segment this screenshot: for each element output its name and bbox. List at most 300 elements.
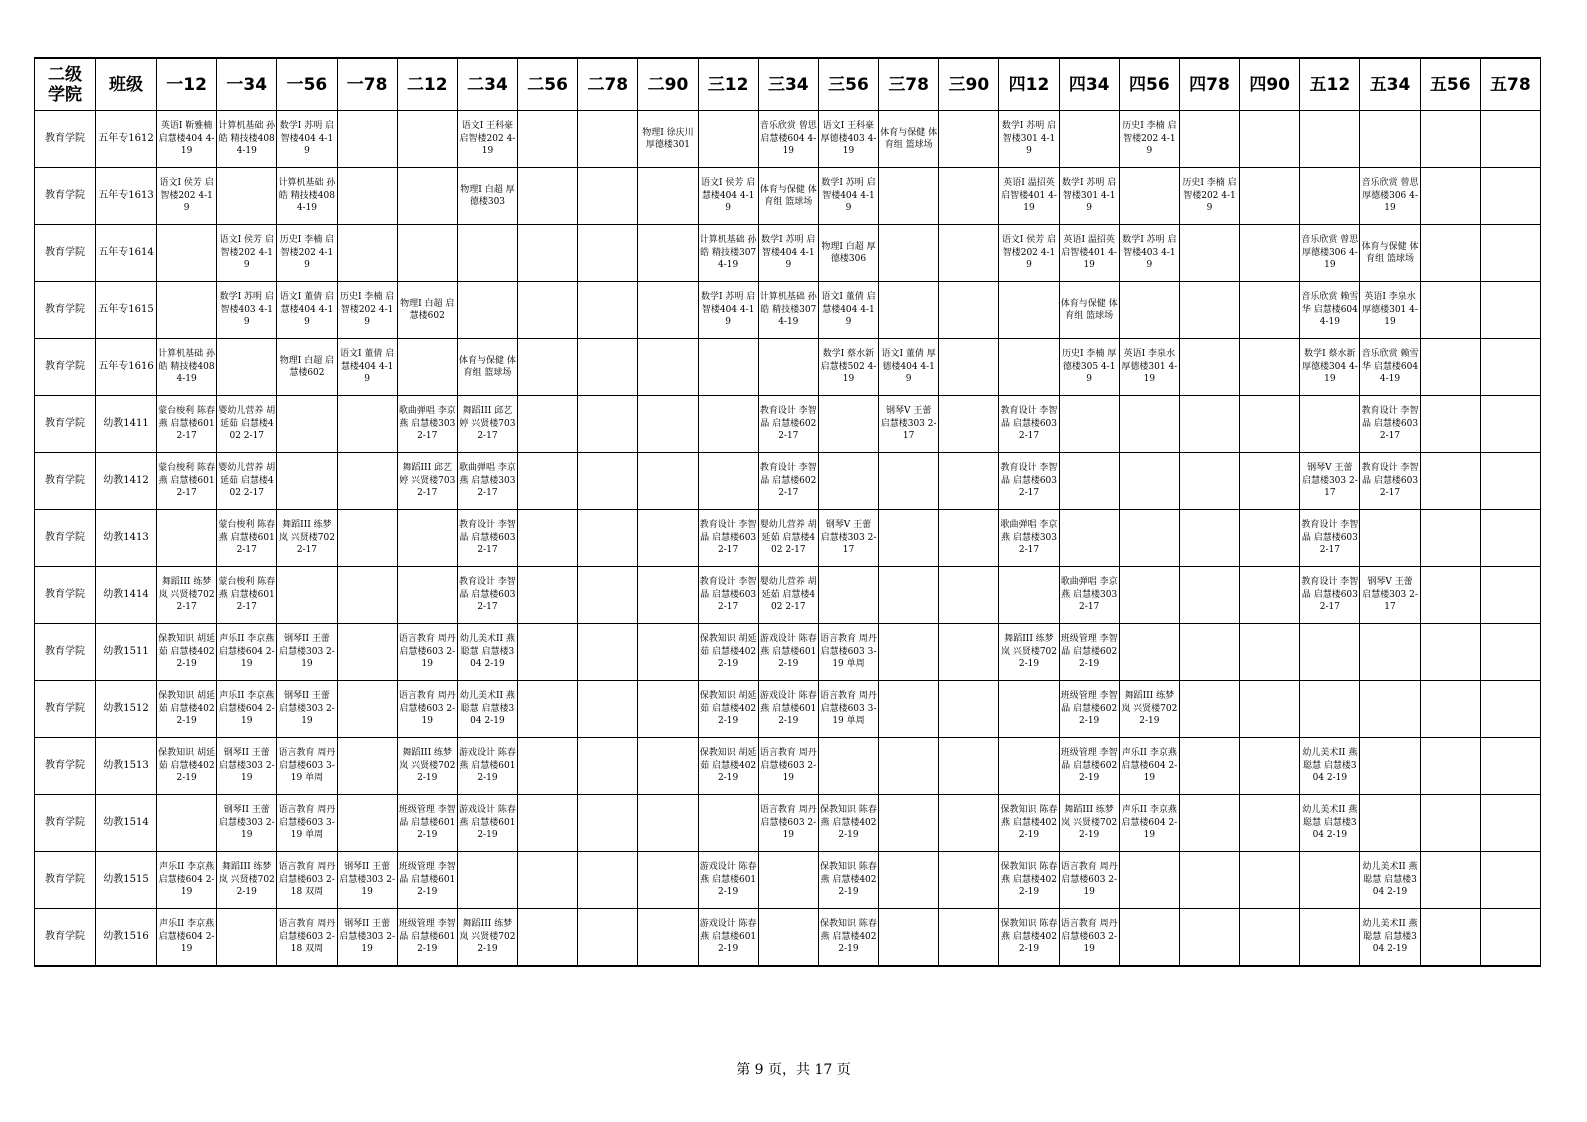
course-cell — [1300, 225, 1360, 282]
empty-cell — [337, 168, 397, 225]
empty-cell — [1119, 567, 1179, 624]
empty-cell — [818, 396, 878, 453]
course-cell — [1360, 168, 1420, 225]
course-cell — [758, 168, 818, 225]
empty-cell — [457, 225, 517, 282]
empty-cell — [1059, 510, 1119, 567]
cell-text: 语文Ⅰ 侯芳 启智楼202 4-19 — [1001, 235, 1057, 271]
empty-cell — [638, 852, 698, 909]
empty-cell — [638, 339, 698, 396]
course-cell — [457, 681, 517, 738]
cell-text: 声乐II 李京燕 启慧楼604 2-19 — [1121, 805, 1178, 841]
course-cell — [1119, 225, 1179, 282]
cell-text: 语言教育 周丹 启慧楼603 3-19 单周 — [278, 805, 336, 841]
empty-cell — [578, 852, 638, 909]
cell-text: 语言教育 周丹 启慧楼603 2-19 — [1060, 862, 1118, 898]
course-cell — [157, 339, 217, 396]
course-cell — [698, 624, 758, 681]
cell-text: 语言教育 周丹 启慧楼603 2-19 — [759, 748, 817, 784]
cell-text: 钢琴II 王蕾 启慧楼303 2-19 — [218, 748, 275, 784]
cell-text: 英语Ⅰ 温招英 启智楼401 4-19 — [1001, 178, 1057, 214]
cell-text: 五年专1612 — [98, 132, 154, 144]
cell-text: 钢琴II 王蕾 启慧楼303 2-19 — [339, 919, 395, 955]
course-cell — [818, 111, 878, 168]
course-cell — [1300, 795, 1360, 852]
empty-cell — [939, 738, 999, 795]
course-cell — [1360, 339, 1420, 396]
cell-text: 班级管理 李智晶 启慧楼601 2-19 — [398, 805, 456, 841]
column-header-period: 四12 — [999, 58, 1059, 111]
cell-text: 保教知识 陈春燕 启慧楼402 2-19 — [1000, 919, 1058, 955]
course-cell — [337, 909, 397, 967]
course-cell — [1059, 168, 1119, 225]
course-cell — [758, 282, 818, 339]
cell-text: 幼儿美术II 燕聪慧 启慧楼304 2-19 — [1302, 805, 1358, 841]
cell-text: 教育设计 李智晶 启慧楼603 2-17 — [459, 577, 516, 613]
cell-text: 舞蹈III 练梦岚 兴贤楼702 2-19 — [1061, 805, 1118, 841]
cell-text: 幼儿美术II 燕聪慧 启慧楼304 2-19 — [459, 634, 515, 670]
empty-cell — [1360, 111, 1420, 168]
cell-text: 班级管理 李智晶 启慧楼601 2-19 — [398, 919, 456, 955]
course-cell — [758, 453, 818, 510]
cell-text: 英语Ⅰ 李泉水 厚德楼301 4-19 — [1362, 292, 1418, 328]
course-cell — [758, 510, 818, 567]
cell-text: 计算机基础 孙皓 精技楼307 4-19 — [699, 235, 757, 271]
course-cell — [217, 681, 277, 738]
empty-cell — [999, 567, 1059, 624]
empty-cell — [518, 168, 578, 225]
table-row — [35, 624, 1541, 681]
cell-text: 保教知识 陈春燕 启慧楼402 2-19 — [1000, 862, 1058, 898]
course-cell — [758, 111, 818, 168]
empty-cell — [698, 795, 758, 852]
table-row — [35, 168, 1541, 225]
column-header-period: 三12 — [698, 58, 758, 111]
cell-text: 婴幼儿营养 胡延茹 启慧楼402 2-17 — [218, 463, 276, 499]
empty-cell — [758, 852, 818, 909]
cell-text: 歌曲弹唱 李京燕 启慧楼303 2-17 — [459, 463, 516, 499]
empty-cell — [337, 225, 397, 282]
column-header-period: 五34 — [1360, 58, 1420, 111]
empty-cell — [1240, 168, 1300, 225]
header-row — [35, 58, 1541, 111]
course-cell — [999, 453, 1059, 510]
empty-cell — [277, 567, 337, 624]
course-cell — [1059, 738, 1119, 795]
empty-cell — [1119, 852, 1179, 909]
table-row — [35, 510, 1541, 567]
course-cell — [277, 852, 337, 909]
table-row — [35, 681, 1541, 738]
empty-cell — [1119, 909, 1179, 967]
cell-text: 语言教育 周丹 启慧楼603 2-19 — [759, 805, 817, 841]
class-cell — [96, 852, 157, 909]
course-cell — [698, 681, 758, 738]
course-cell — [397, 852, 457, 909]
table-row — [35, 453, 1541, 510]
course-cell — [217, 795, 277, 852]
empty-cell — [518, 282, 578, 339]
course-cell — [397, 795, 457, 852]
empty-cell — [1059, 396, 1119, 453]
empty-cell — [1240, 852, 1300, 909]
column-header-period: 一78 — [337, 58, 397, 111]
cell-text: 歌曲弹唱 李京燕 启慧楼303 2-17 — [1060, 577, 1118, 613]
course-cell — [217, 738, 277, 795]
empty-cell — [1240, 225, 1300, 282]
course-cell — [457, 795, 517, 852]
class-cell — [96, 396, 157, 453]
empty-cell — [1240, 681, 1300, 738]
empty-cell — [397, 567, 457, 624]
cell-text: 计算机基础 孙皓 精技楼408 4-19 — [218, 121, 276, 157]
course-cell — [397, 396, 457, 453]
course-cell — [457, 567, 517, 624]
cell-text: 钢琴II 王蕾 启慧楼303 2-19 — [279, 691, 335, 727]
course-cell — [999, 225, 1059, 282]
empty-cell — [939, 795, 999, 852]
cell-text: 钢琴V 王蕾 启慧楼303 2-17 — [820, 520, 877, 556]
table-row — [35, 339, 1541, 396]
cell-text: 语言教育 周丹 启慧楼603 2-19 — [398, 691, 456, 727]
empty-cell — [518, 624, 578, 681]
empty-cell — [879, 624, 939, 681]
cell-text: 体育与保健 体育组 篮球场 — [459, 355, 516, 378]
cell-text: 体育与保健 体育组 篮球场 — [880, 127, 938, 150]
cell-text: 音乐欣赏 曾思 启慧楼604 4-19 — [759, 121, 817, 157]
cell-text: 物理Ⅰ 白超 启慧楼602 — [400, 298, 455, 321]
cell-text: 蒙台梭利 陈春燕 启慧楼601 2-17 — [158, 463, 216, 499]
course-cell — [157, 396, 217, 453]
course-cell — [217, 852, 277, 909]
empty-cell — [1240, 453, 1300, 510]
empty-cell — [939, 624, 999, 681]
cell-text: 教育设计 李智晶 启慧楼603 2-17 — [1361, 406, 1419, 442]
course-cell — [818, 681, 878, 738]
cell-text: 语言教育 周丹 启慧楼603 2-18 双周 — [278, 862, 336, 898]
cell-text: 语文Ⅰ 董倩 启慧楼404 4-19 — [279, 292, 335, 328]
empty-cell — [397, 510, 457, 567]
empty-cell — [157, 225, 217, 282]
course-cell — [1119, 111, 1179, 168]
cell-text: 教育学院 — [45, 873, 85, 885]
cell-text: 舞蹈III 练梦岚 兴贤楼702 2-19 — [218, 862, 275, 898]
cell-text: 游戏设计 陈春燕 启慧楼601 2-19 — [699, 862, 757, 898]
cell-text: 班级管理 李智晶 启慧楼602 2-19 — [1060, 691, 1118, 727]
empty-cell — [1240, 282, 1300, 339]
column-header-period: 三34 — [758, 58, 818, 111]
course-cell — [818, 795, 878, 852]
empty-cell — [518, 396, 578, 453]
cell-text: 五年专1613 — [98, 189, 154, 201]
cell-text: 钢琴V 王蕾 启慧楼303 2-17 — [880, 406, 937, 442]
course-cell — [397, 282, 457, 339]
empty-cell — [1420, 738, 1480, 795]
cell-text: 历史Ⅰ 李楠 启智楼202 4-19 — [279, 235, 335, 271]
cell-text: 舞蹈III 邱艺婷 兴贤楼703 2-17 — [459, 406, 516, 442]
college-cell — [35, 225, 96, 282]
cell-text: 保教知识 陈春燕 启慧楼402 2-19 — [820, 862, 877, 898]
course-cell — [397, 453, 457, 510]
course-cell — [999, 624, 1059, 681]
empty-cell — [939, 909, 999, 967]
empty-cell — [1059, 111, 1119, 168]
empty-cell — [1300, 852, 1360, 909]
course-cell — [1059, 852, 1119, 909]
cell-text: 幼儿美术II 燕聪慧 启慧楼304 2-19 — [1302, 748, 1358, 784]
course-cell — [698, 168, 758, 225]
cell-text: 物理Ⅰ 白超 厚德楼306 — [821, 241, 876, 264]
empty-cell — [1179, 738, 1239, 795]
empty-cell — [1300, 168, 1360, 225]
cell-text: 声乐II 李京燕 启慧楼604 2-19 — [1121, 748, 1178, 784]
empty-cell — [578, 624, 638, 681]
course-cell — [277, 624, 337, 681]
empty-cell — [939, 282, 999, 339]
course-cell — [999, 396, 1059, 453]
empty-cell — [1480, 510, 1540, 567]
empty-cell — [1179, 453, 1239, 510]
empty-cell — [1240, 510, 1300, 567]
empty-cell — [879, 510, 939, 567]
course-cell — [698, 510, 758, 567]
empty-cell — [1360, 795, 1420, 852]
empty-cell — [638, 168, 698, 225]
cell-text: 语文Ⅰ 侯芳 启智楼202 4-19 — [159, 178, 214, 214]
empty-cell — [337, 795, 397, 852]
empty-cell — [1119, 624, 1179, 681]
empty-cell — [277, 453, 337, 510]
empty-cell — [518, 567, 578, 624]
empty-cell — [457, 282, 517, 339]
cell-text: 教育设计 李智晶 启慧楼603 2-17 — [1301, 577, 1359, 613]
empty-cell — [578, 168, 638, 225]
empty-cell — [1360, 738, 1420, 795]
table-row — [35, 738, 1541, 795]
table-row — [35, 111, 1541, 168]
table-row — [35, 282, 1541, 339]
course-cell — [1179, 168, 1239, 225]
cell-text: 语文Ⅰ 董倩 启慧楼404 4-19 — [339, 349, 395, 385]
course-cell — [157, 681, 217, 738]
course-cell — [217, 510, 277, 567]
course-cell — [457, 339, 517, 396]
empty-cell — [1480, 852, 1540, 909]
class-cell — [96, 339, 157, 396]
cell-text: 五年专1614 — [98, 246, 154, 258]
empty-cell — [1420, 339, 1480, 396]
table-row — [35, 909, 1541, 967]
empty-cell — [1360, 624, 1420, 681]
course-cell — [999, 510, 1059, 567]
empty-cell — [518, 795, 578, 852]
column-header-period: 五12 — [1300, 58, 1360, 111]
empty-cell — [1179, 624, 1239, 681]
empty-cell — [638, 396, 698, 453]
cell-text: 语文Ⅰ 王科豪 启智楼202 4-19 — [459, 121, 516, 157]
college-cell — [35, 111, 96, 168]
column-header-class: 班级 — [96, 58, 157, 111]
cell-text: 教育学院 — [45, 930, 85, 942]
cell-text: 幼儿美术II 燕聪慧 启慧楼304 2-19 — [459, 691, 515, 727]
course-cell — [1059, 681, 1119, 738]
cell-text: 幼教1514 — [103, 816, 149, 828]
empty-cell — [1119, 396, 1179, 453]
empty-cell — [1179, 225, 1239, 282]
course-cell — [457, 738, 517, 795]
cell-text: 英语Ⅰ 靳雅楠 启慧楼404 4-19 — [158, 121, 215, 157]
column-header-period: 四34 — [1059, 58, 1119, 111]
cell-text: 保教知识 胡延茹 启慧楼402 2-19 — [699, 691, 757, 727]
cell-text: 教育设计 李智晶 启慧楼603 2-17 — [459, 520, 516, 556]
empty-cell — [939, 453, 999, 510]
empty-cell — [217, 909, 277, 967]
empty-cell — [879, 909, 939, 967]
course-cell — [1059, 225, 1119, 282]
course-cell — [1360, 567, 1420, 624]
course-cell — [1059, 282, 1119, 339]
course-cell — [157, 624, 217, 681]
cell-text: 英语Ⅰ 李泉水 厚德楼301 4-19 — [1121, 349, 1178, 385]
empty-cell — [1420, 624, 1480, 681]
cell-text: 教育学院 — [45, 132, 85, 144]
empty-cell — [578, 738, 638, 795]
cell-text: 舞蹈III 练梦岚 兴贤楼702 2-17 — [278, 520, 335, 556]
college-cell — [35, 852, 96, 909]
empty-cell — [939, 225, 999, 282]
empty-cell — [1480, 111, 1540, 168]
course-cell — [157, 567, 217, 624]
empty-cell — [1179, 510, 1239, 567]
course-cell — [217, 282, 277, 339]
empty-cell — [1300, 624, 1360, 681]
course-cell — [1059, 909, 1119, 967]
empty-cell — [1420, 396, 1480, 453]
course-cell — [217, 396, 277, 453]
course-cell — [1119, 339, 1179, 396]
empty-cell — [638, 681, 698, 738]
cell-text: 蒙台梭利 陈春燕 启慧楼601 2-17 — [218, 520, 276, 556]
empty-cell — [698, 453, 758, 510]
empty-cell — [1360, 681, 1420, 738]
empty-cell — [698, 339, 758, 396]
empty-cell — [518, 852, 578, 909]
course-cell — [157, 852, 217, 909]
table-row — [35, 396, 1541, 453]
column-header-period: 四90 — [1240, 58, 1300, 111]
course-cell — [157, 168, 217, 225]
empty-cell — [1420, 510, 1480, 567]
course-cell — [698, 909, 758, 967]
cell-text: 幼教1413 — [103, 531, 149, 543]
cell-text: 数学Ⅰ 蔡水新 厚德楼304 4-19 — [1301, 349, 1358, 385]
course-cell — [1059, 624, 1119, 681]
empty-cell — [1240, 111, 1300, 168]
course-cell — [397, 738, 457, 795]
course-cell — [1059, 795, 1119, 852]
empty-cell — [1179, 396, 1239, 453]
cell-text: 班级管理 李智晶 启慧楼602 2-19 — [1060, 634, 1118, 670]
course-cell — [1360, 909, 1420, 967]
empty-cell — [818, 453, 878, 510]
empty-cell — [1179, 282, 1239, 339]
course-cell — [999, 168, 1059, 225]
course-cell — [1300, 510, 1360, 567]
empty-cell — [1360, 510, 1420, 567]
empty-cell — [1240, 339, 1300, 396]
cell-text: 声乐II 李京燕 启慧楼604 2-19 — [218, 634, 275, 670]
empty-cell — [1300, 681, 1360, 738]
empty-cell — [518, 111, 578, 168]
empty-cell — [337, 111, 397, 168]
empty-cell — [818, 567, 878, 624]
cell-text: 数学Ⅰ 苏明 启智楼301 4-19 — [1062, 178, 1117, 214]
empty-cell — [397, 339, 457, 396]
course-cell — [818, 510, 878, 567]
cell-text: 教育学院 — [45, 588, 85, 600]
column-header-college: 二级 学院 — [35, 58, 96, 111]
cell-text: 教育设计 李智晶 启慧楼603 2-17 — [1000, 463, 1058, 499]
empty-cell — [1420, 282, 1480, 339]
empty-cell — [1480, 795, 1540, 852]
cell-text: 保教知识 胡延茹 启慧楼402 2-19 — [158, 748, 216, 784]
course-cell — [1119, 681, 1179, 738]
cell-text: 舞蹈III 邱艺婷 兴贤楼703 2-17 — [399, 463, 456, 499]
empty-cell — [1480, 396, 1540, 453]
empty-cell — [1420, 795, 1480, 852]
cell-text: 历史Ⅰ 李楠 启智楼202 4-19 — [1182, 178, 1237, 214]
cell-text: 计算机基础 孙皓 精技楼408 4-19 — [278, 178, 336, 214]
course-cell — [758, 396, 818, 453]
cell-text: 声乐II 李京燕 启慧楼604 2-19 — [158, 862, 215, 898]
empty-cell — [879, 795, 939, 852]
cell-text: 教育学院 — [45, 531, 85, 543]
column-header-period: 四56 — [1119, 58, 1179, 111]
empty-cell — [277, 396, 337, 453]
cell-text: 语文Ⅰ 侯芳 启慧楼404 4-19 — [700, 178, 756, 214]
course-cell — [157, 909, 217, 967]
course-cell — [999, 795, 1059, 852]
column-header-period: 一12 — [157, 58, 217, 111]
column-header-period: 三90 — [939, 58, 999, 111]
class-cell — [96, 111, 157, 168]
cell-text: 钢琴II 王蕾 启慧楼303 2-19 — [339, 862, 395, 898]
cell-text: 歌曲弹唱 李京燕 启慧楼303 2-17 — [1000, 520, 1058, 556]
cell-text: 语文Ⅰ 王科豪 厚德楼403 4-19 — [820, 121, 877, 157]
empty-cell — [337, 396, 397, 453]
cell-text: 声乐II 李京燕 启慧楼604 2-19 — [158, 919, 215, 955]
empty-cell — [578, 396, 638, 453]
table-row — [35, 795, 1541, 852]
course-cell — [879, 396, 939, 453]
cell-text: 保教知识 陈春燕 启慧楼402 2-19 — [820, 805, 877, 841]
college-cell — [35, 282, 96, 339]
cell-text: 五年专1615 — [98, 303, 154, 315]
cell-text: 语文Ⅰ 董倩 启慧楼404 4-19 — [821, 292, 876, 328]
course-cell — [1059, 339, 1119, 396]
empty-cell — [397, 111, 457, 168]
empty-cell — [999, 738, 1059, 795]
page-footer: 第 9 页，共 17 页 — [736, 1062, 851, 1078]
course-cell — [457, 510, 517, 567]
course-cell — [999, 111, 1059, 168]
empty-cell — [337, 567, 397, 624]
empty-cell — [638, 567, 698, 624]
empty-cell — [879, 225, 939, 282]
course-cell — [999, 852, 1059, 909]
cell-text: 音乐欣赏 赖雪华 启慧楼604 4-19 — [1301, 292, 1359, 328]
empty-cell — [1300, 909, 1360, 967]
